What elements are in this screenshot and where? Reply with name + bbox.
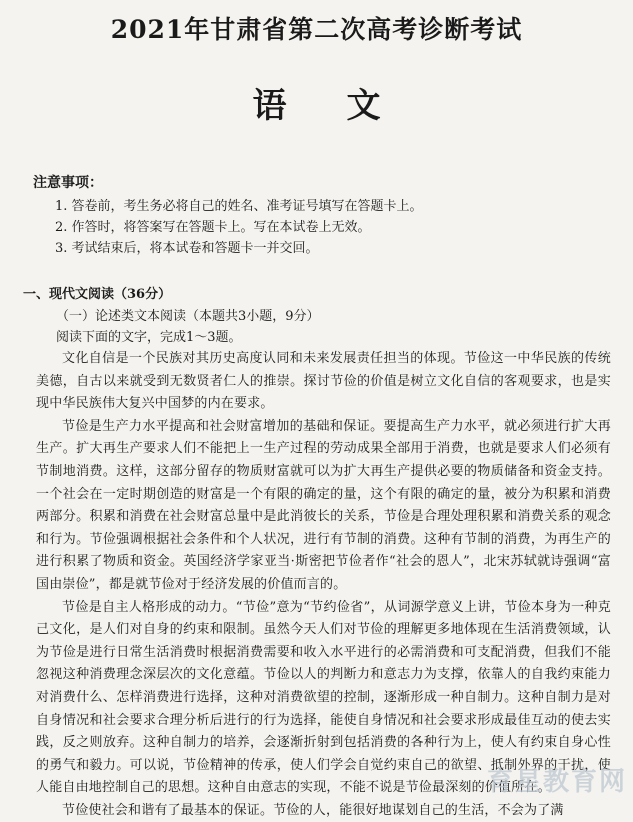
section-block bbox=[23, 284, 613, 348]
article-paragraph: 节俭是自主人格形成的动力。“节俭”意为“节约俭省”，从词源学意义上讲，节俭本身为一种克己文化，是人们对自身的约束和限制。虽然今天人们对节俭的理解更多地体现在生活消费领域，认为节俭是进行日常生活消费时根据消费需要和收入水平进行的必需消费和可支配消费，但我们不能忽视这种消费理念深层次的文化意蕴。节俭以人的判断力和意志力为支撑，依靠人的自我约束能力对消费什么、怎样消费进行选择，这种对消费欲望的控制，逐渐形成一种自制力。这种自制力是对自身情况和社会要求合理分析后进行的行为选择，能使自身情况和社会要求形成最佳互动的使去实践，反之则放弃。这种自制力的培养，会逐渐折射到包括消费的各种行为上，使人有约束自身心性的勇气和毅力。可以说，节俭精神的传承，使人们学会自觉约束自己的欲望、抵制外界的干扰，使人能自由地控制自己的思想。这种自由意志的实现，不能不说是节俭最深刻的价值所在。 bbox=[36, 599, 611, 796]
notes-item: 3. 考试结束后，将本试卷和答题卡一并交回。 bbox=[55, 241, 319, 256]
section-title: 一、现代文阅读（36分） bbox=[23, 287, 172, 302]
notes-item: 2. 作答时，将答案写在答题卡上。写在本试卷上无效。 bbox=[55, 220, 371, 235]
article-paragraph: 文化自信是一个民族对其历史高度认同和未来发展责任担当的体现。节俭这一中华民族的传统美德，自古以来就受到无数贤者仁人的推崇。探讨节俭的价值是树立文化自信的客观要求，也是实现中华民族伟大复兴中国梦的内在要求。 bbox=[36, 351, 611, 412]
notes-block bbox=[33, 172, 613, 259]
watermark-logo: 育星教育网 bbox=[486, 767, 627, 797]
subsection-title: （一）论述类文本阅读（本题共3小题，9分） bbox=[56, 309, 320, 324]
exam-title: 2021年甘肃省第二次高考诊断考试 bbox=[110, 15, 523, 44]
article-paragraph: 节俭是生产力水平提高和社会财富增加的基础和保证。要提高生产力水平，就必须进行扩大再生产。扩大再生产要求人们不能把上一生产过程的劳动成果全部用于消费，也就是要求人们必须有节制地消费。这样，这部分留存的物质财富就可以为扩大再生产提供必要的物质储备和资金支持。一个社会在一定时期创造的财富是一个有限的确定的量，这个有限的确定的量，被分为积累和消费两部分。积累和消费在社会财富总量中是此消彼长的关系，节俭是合理处理积累和消费关系的观念和行为。节俭强调根据社会条件和个人状况，进行有节制的消费。这种有节制的消费，为再生产的进行积累了物质和资金。英国经济学家亚当·斯密把节俭者作“社会的恩人”，北宋苏轼就诗强调“富国由崇俭”，都是就节俭对于经济发展的价值而言的。 bbox=[36, 418, 611, 592]
reading-instruction: 阅读下面的文字，完成1～3题。 bbox=[56, 330, 242, 345]
notes-item: 1. 答卷前，考生务必将自己的姓名、准考证号填写在答题卡上。 bbox=[55, 199, 423, 214]
notes-heading: 注意事项： bbox=[33, 175, 103, 191]
article-body bbox=[36, 348, 611, 822]
article-paragraph: 节俭使社会和谐有了最基本的保证。节俭的人，能很好地谋划自己的生活，不会为了满 bbox=[62, 802, 564, 818]
subject-title: 语文 bbox=[252, 86, 441, 126]
notes-list bbox=[33, 196, 613, 259]
